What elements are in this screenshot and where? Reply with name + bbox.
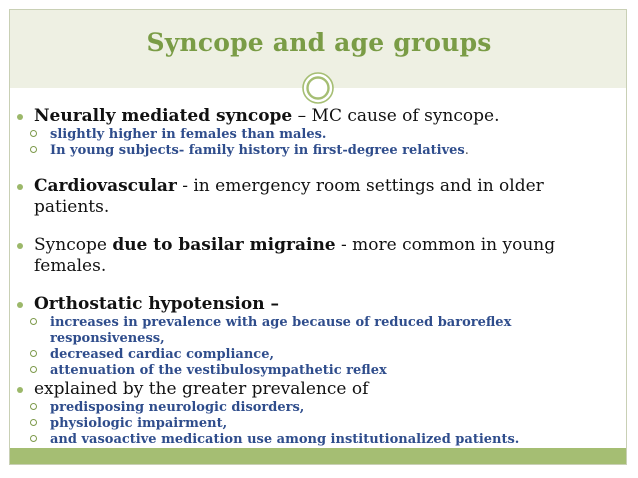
bullet-basilar-migraine [16,235,622,277]
sub-bullet [16,127,622,143]
sub-bullet [16,400,622,416]
bullet-bold-text: Orthostatic hypotension – [34,294,279,314]
bullet-explained-by [16,379,622,400]
bullet-bold-text: due to basilar migraine [112,235,336,255]
sub-bullet-text: slightly higher in females than males. [50,127,327,142]
bullet-text: - more common in young females. [34,235,556,276]
bullet-icon [17,387,23,393]
sub-bullet-icon [30,350,37,357]
sub-bullet-period: . [464,143,469,158]
bullet-text: Syncope [34,235,113,255]
sub-bullet-icon [30,130,37,137]
sub-bullet-text: decreased cardiac compliance, [50,347,275,362]
sub-bullet-text: increases in prevalence with age because of reduced baroreflex responsiveness, [50,315,512,346]
bullet-bold-text: Neurally mediated syncope [34,106,293,126]
bullet-text: – MC cause of syncope. [292,106,500,126]
bullet-neurally-mediated [16,106,622,127]
sub-bullet [16,143,622,159]
double-ring-ornament-icon [302,72,334,104]
slide-title: Syncope and age groups [146,28,492,57]
bullet-orthostatic-hypotension [16,294,622,315]
sub-bullet [16,432,622,448]
sub-bullet [16,315,622,347]
bullet-text: explained by the greater prevalence of [34,379,369,399]
sub-bullet [16,416,622,432]
bullet-icon [17,184,23,190]
sub-bullet-icon [30,366,37,373]
footer-band [10,448,626,464]
sub-bullet-icon [30,318,37,325]
sub-bullet-text: and vasoactive medication use among institutionalized patients. [50,432,520,447]
sub-bullet-icon [30,403,37,410]
sub-bullet-icon [30,435,37,442]
sub-bullet-text: In young subjects- family history in first-degree relatives [50,143,465,158]
sub-bullet-text: physiologic impairment, [50,416,228,431]
sub-bullet [16,363,622,379]
sub-bullet-text: predisposing neurologic disorders, [50,400,305,415]
bullet-icon [17,243,23,249]
bullet-icon [17,302,23,308]
sub-bullet-icon [30,419,37,426]
bullet-text: - in emergency room settings and in older patients. [34,176,544,217]
sub-bullet [16,347,622,363]
slide-content [16,106,622,448]
bullet-bold-text: Cardiovascular [34,176,177,196]
bullet-icon [17,114,23,120]
sub-bullet-icon [30,146,37,153]
bullet-cardiovascular [16,176,622,218]
sub-bullet-text: attenuation of the vestibulosympathetic reflex [50,363,387,378]
